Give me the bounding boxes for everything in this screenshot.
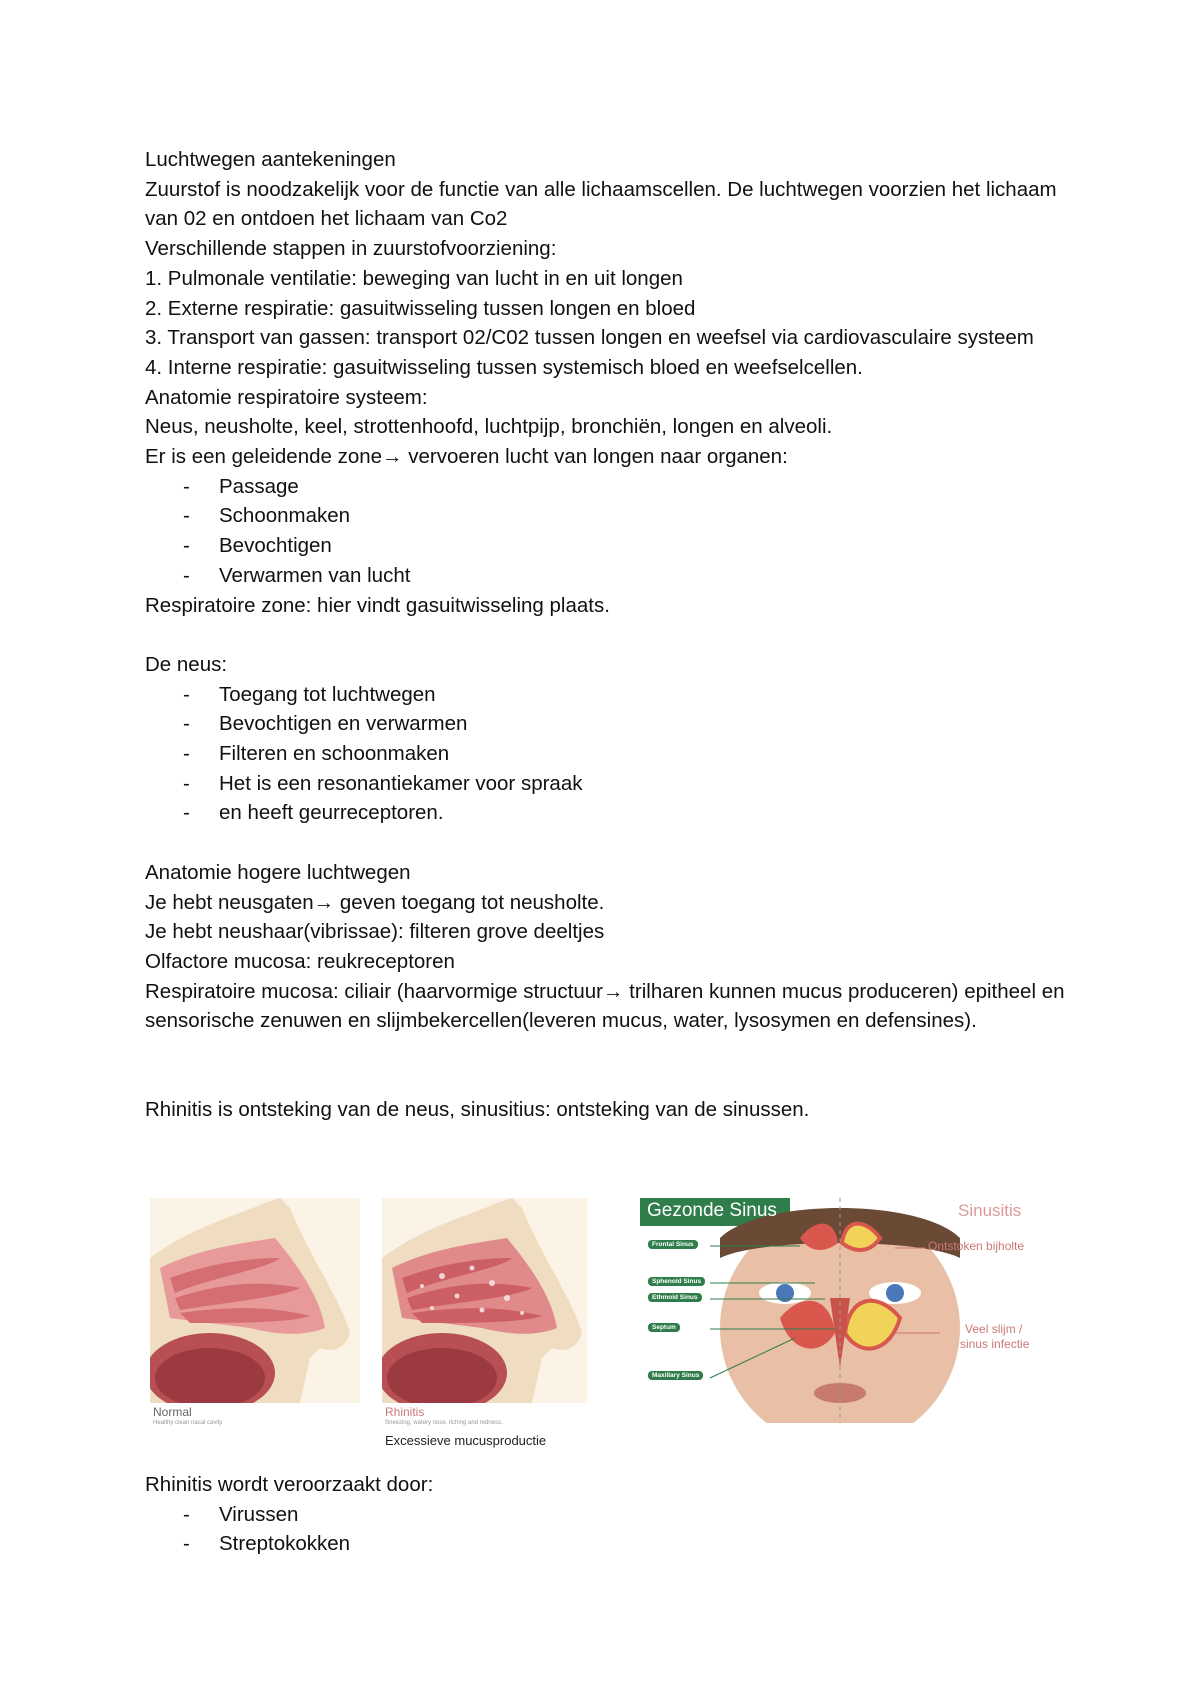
list-item: - Virussen: [145, 1500, 1075, 1530]
septum-tag: Septum: [648, 1323, 680, 1332]
list-item: - Toegang tot luchtwegen: [145, 680, 1075, 710]
rhinitis-line: Rhinitis is ontsteking van de neus, sinusitius: ontsteking van de sinussen.: [145, 1098, 810, 1122]
inflamed-sinus-note: Ontstoken bijholte: [928, 1239, 1025, 1253]
figures-row: [145, 1198, 1050, 1458]
intro-paragraph: Zuurstof is noodzakelijk voor de functie van alle lichaamscellen. De luchtwegen voorzien het lichaam van 02 en ontdoen het lichaam van Co2: [145, 177, 1057, 231]
steps-heading: Verschillende stappen in zuurstofvoorziening:: [145, 237, 557, 261]
step-4: 4. Interne respiratie: gasuitwisseling tussen systemisch bloed en weefselcellen.: [145, 355, 863, 379]
document-body: [145, 145, 1075, 1125]
list-item: - Het is een resonantiekamer voor spraak: [145, 769, 1075, 799]
normal-sub: Healthy clean nasal cavity: [153, 1420, 223, 1426]
anatomy-parts: Neus, neusholte, keel, strottenhoofd, luchtpijp, bronchiën, longen en alveoli.: [145, 415, 833, 439]
rhinitis-caption: Excessieve mucusproductie: [385, 1433, 547, 1448]
step-2: 2. Externe respiratie: gasuitwisseling tussen longen en bloed: [145, 296, 696, 320]
rhinitis-sub: Sneezing, watery nose, itching and redness.: [385, 1420, 503, 1426]
respiratory-zone: Respiratoire zone: hier vindt gasuitwisseling plaats.: [145, 593, 610, 617]
conducting-zone: Er is een geleidende zone→ vervoeren lucht van longen naar organen:: [145, 445, 788, 469]
list-item: - en heeft geurreceptoren.: [145, 798, 1075, 828]
rhinitis-label: Rhinitis: [385, 1405, 425, 1419]
respiratory-mucosa-line: Respiratoire mucosa: ciliair (haarvormige structuur→ trilharen kunnen mucus produceren) epitheel en sensorische zenuwen en slijmbekercellen(leveren mucus, water, lysosymen en defensines).: [145, 979, 1065, 1033]
list-item: - Verwarmen van lucht: [145, 561, 1075, 591]
sinus-right-title: Sinusitis: [958, 1201, 1022, 1220]
maxillary-sinus-tag: Maxillary Sinus: [648, 1371, 703, 1380]
normal-nose-illustration: [150, 1198, 360, 1403]
nose-hair-line: Je hebt neushaar(vibrissae): filteren grove deeltjes: [145, 920, 605, 944]
step-1: 1. Pulmonale ventilatie: beweging van lucht in en uit longen: [145, 266, 683, 290]
sinus-left-title: Gezonde Sinus: [647, 1200, 777, 1221]
mucus-note-2: sinus infectie: [960, 1337, 1030, 1351]
olfactory-line: Olfactore mucosa: reukreceptoren: [145, 949, 455, 973]
causes-heading: Rhinitis wordt veroorzaakt door:: [145, 1473, 434, 1496]
upper-airways-heading: Anatomie hogere luchtwegen: [145, 860, 411, 884]
causes-list: [145, 1500, 1075, 1559]
step-3: 3. Transport van gassen: transport 02/C02 tussen longen en weefsel via cardiovasculaire systeem: [145, 326, 1034, 350]
nostrils-line: Je hebt neusgaten→ geven toegang tot neusholte.: [145, 890, 605, 914]
zone-list: [145, 472, 1075, 591]
list-item: - Filteren en schoonmaken: [145, 739, 1075, 769]
doc-title: Luchtwegen aantekeningen: [145, 148, 396, 171]
causes-section: [145, 1470, 1075, 1559]
nose-heading: De neus:: [145, 652, 228, 676]
nose-list: [145, 680, 1075, 829]
list-item: - Streptokokken: [145, 1529, 1075, 1559]
anatomy-heading: Anatomie respiratoire systeem:: [145, 385, 428, 409]
frontal-sinus-tag: Frontal Sinus: [648, 1240, 698, 1249]
mucus-note-1: Veel slijm /: [965, 1322, 1023, 1336]
sinus-face-illustration: [640, 1198, 1050, 1423]
normal-label: Normal: [153, 1405, 192, 1419]
ethmoid-sinus-tag: Ethmoid Sinus: [648, 1293, 702, 1302]
list-item: - Bevochtigen: [145, 531, 1075, 561]
sphenoid-sinus-tag: Sphenoid Sinus: [648, 1277, 705, 1286]
rhinitis-nose-illustration: [382, 1198, 587, 1403]
list-item: - Bevochtigen en verwarmen: [145, 709, 1075, 739]
list-item: - Schoonmaken: [145, 501, 1075, 531]
list-item: - Passage: [145, 472, 1075, 502]
